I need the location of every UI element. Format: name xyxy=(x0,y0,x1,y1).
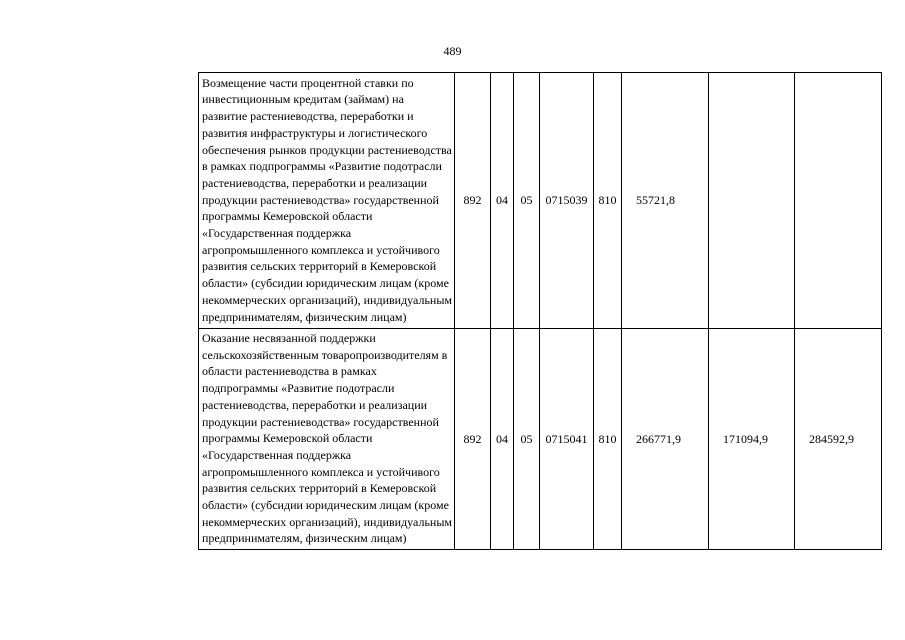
section-code: 04 xyxy=(491,73,514,329)
page-number: 489 xyxy=(443,44,462,58)
amount-year-1: 55721,8 xyxy=(622,73,709,329)
grbs-code: 892 xyxy=(455,329,491,550)
target-article-code: 0715041 xyxy=(540,329,594,550)
subsection-code: 05 xyxy=(514,329,540,550)
amount-year-1: 266771,9 xyxy=(622,329,709,550)
grbs-code: 892 xyxy=(455,73,491,329)
expense-type-code: 810 xyxy=(594,73,622,329)
row-description: Возмещение части процентной ставки по инвестиционным кредитам (займам) на развитие растениеводства, переработки и развития инфраструктуры и логистического обеспечения рынков продукции растениеводства в рамках подпрограммы «Развитие подотрасли растениеводства, переработки и реализации продукции растениеводства» государственной программы Кемеровской области «Государственная поддержка агропромышленного комплекса и устойчивого развития сельских территорий в Кемеровской области» (субсидии юридическим лицам (кроме некоммерческих организаций), индивидуальным предпринимателям, физическим лицам) xyxy=(199,73,455,329)
section-code: 04 xyxy=(491,329,514,550)
expense-type-code: 810 xyxy=(594,329,622,550)
amount-year-2 xyxy=(709,73,795,329)
target-article-code: 0715039 xyxy=(540,73,594,329)
amount-year-3 xyxy=(795,73,882,329)
table-row xyxy=(199,73,882,329)
subsection-code: 05 xyxy=(514,73,540,329)
amount-year-2: 171094,9 xyxy=(709,329,795,550)
budget-table xyxy=(198,72,882,550)
table-row xyxy=(199,329,882,550)
row-description: Оказание несвязанной поддержки сельскохозяйственным товаропроизводителям в области растениеводства в рамках подпрограммы «Развитие подотрасли растениеводства, переработки и реализации продукции растениеводства» государственной программы Кемеровской области «Государственная поддержка агропромышленного комплекса и устойчивого развития сельских территорий в Кемеровской области» (субсидии юридическим лицам (кроме некоммерческих организаций), индивидуальным предпринимателям, физическим лицам) xyxy=(199,329,455,550)
amount-year-3: 284592,9 xyxy=(795,329,882,550)
